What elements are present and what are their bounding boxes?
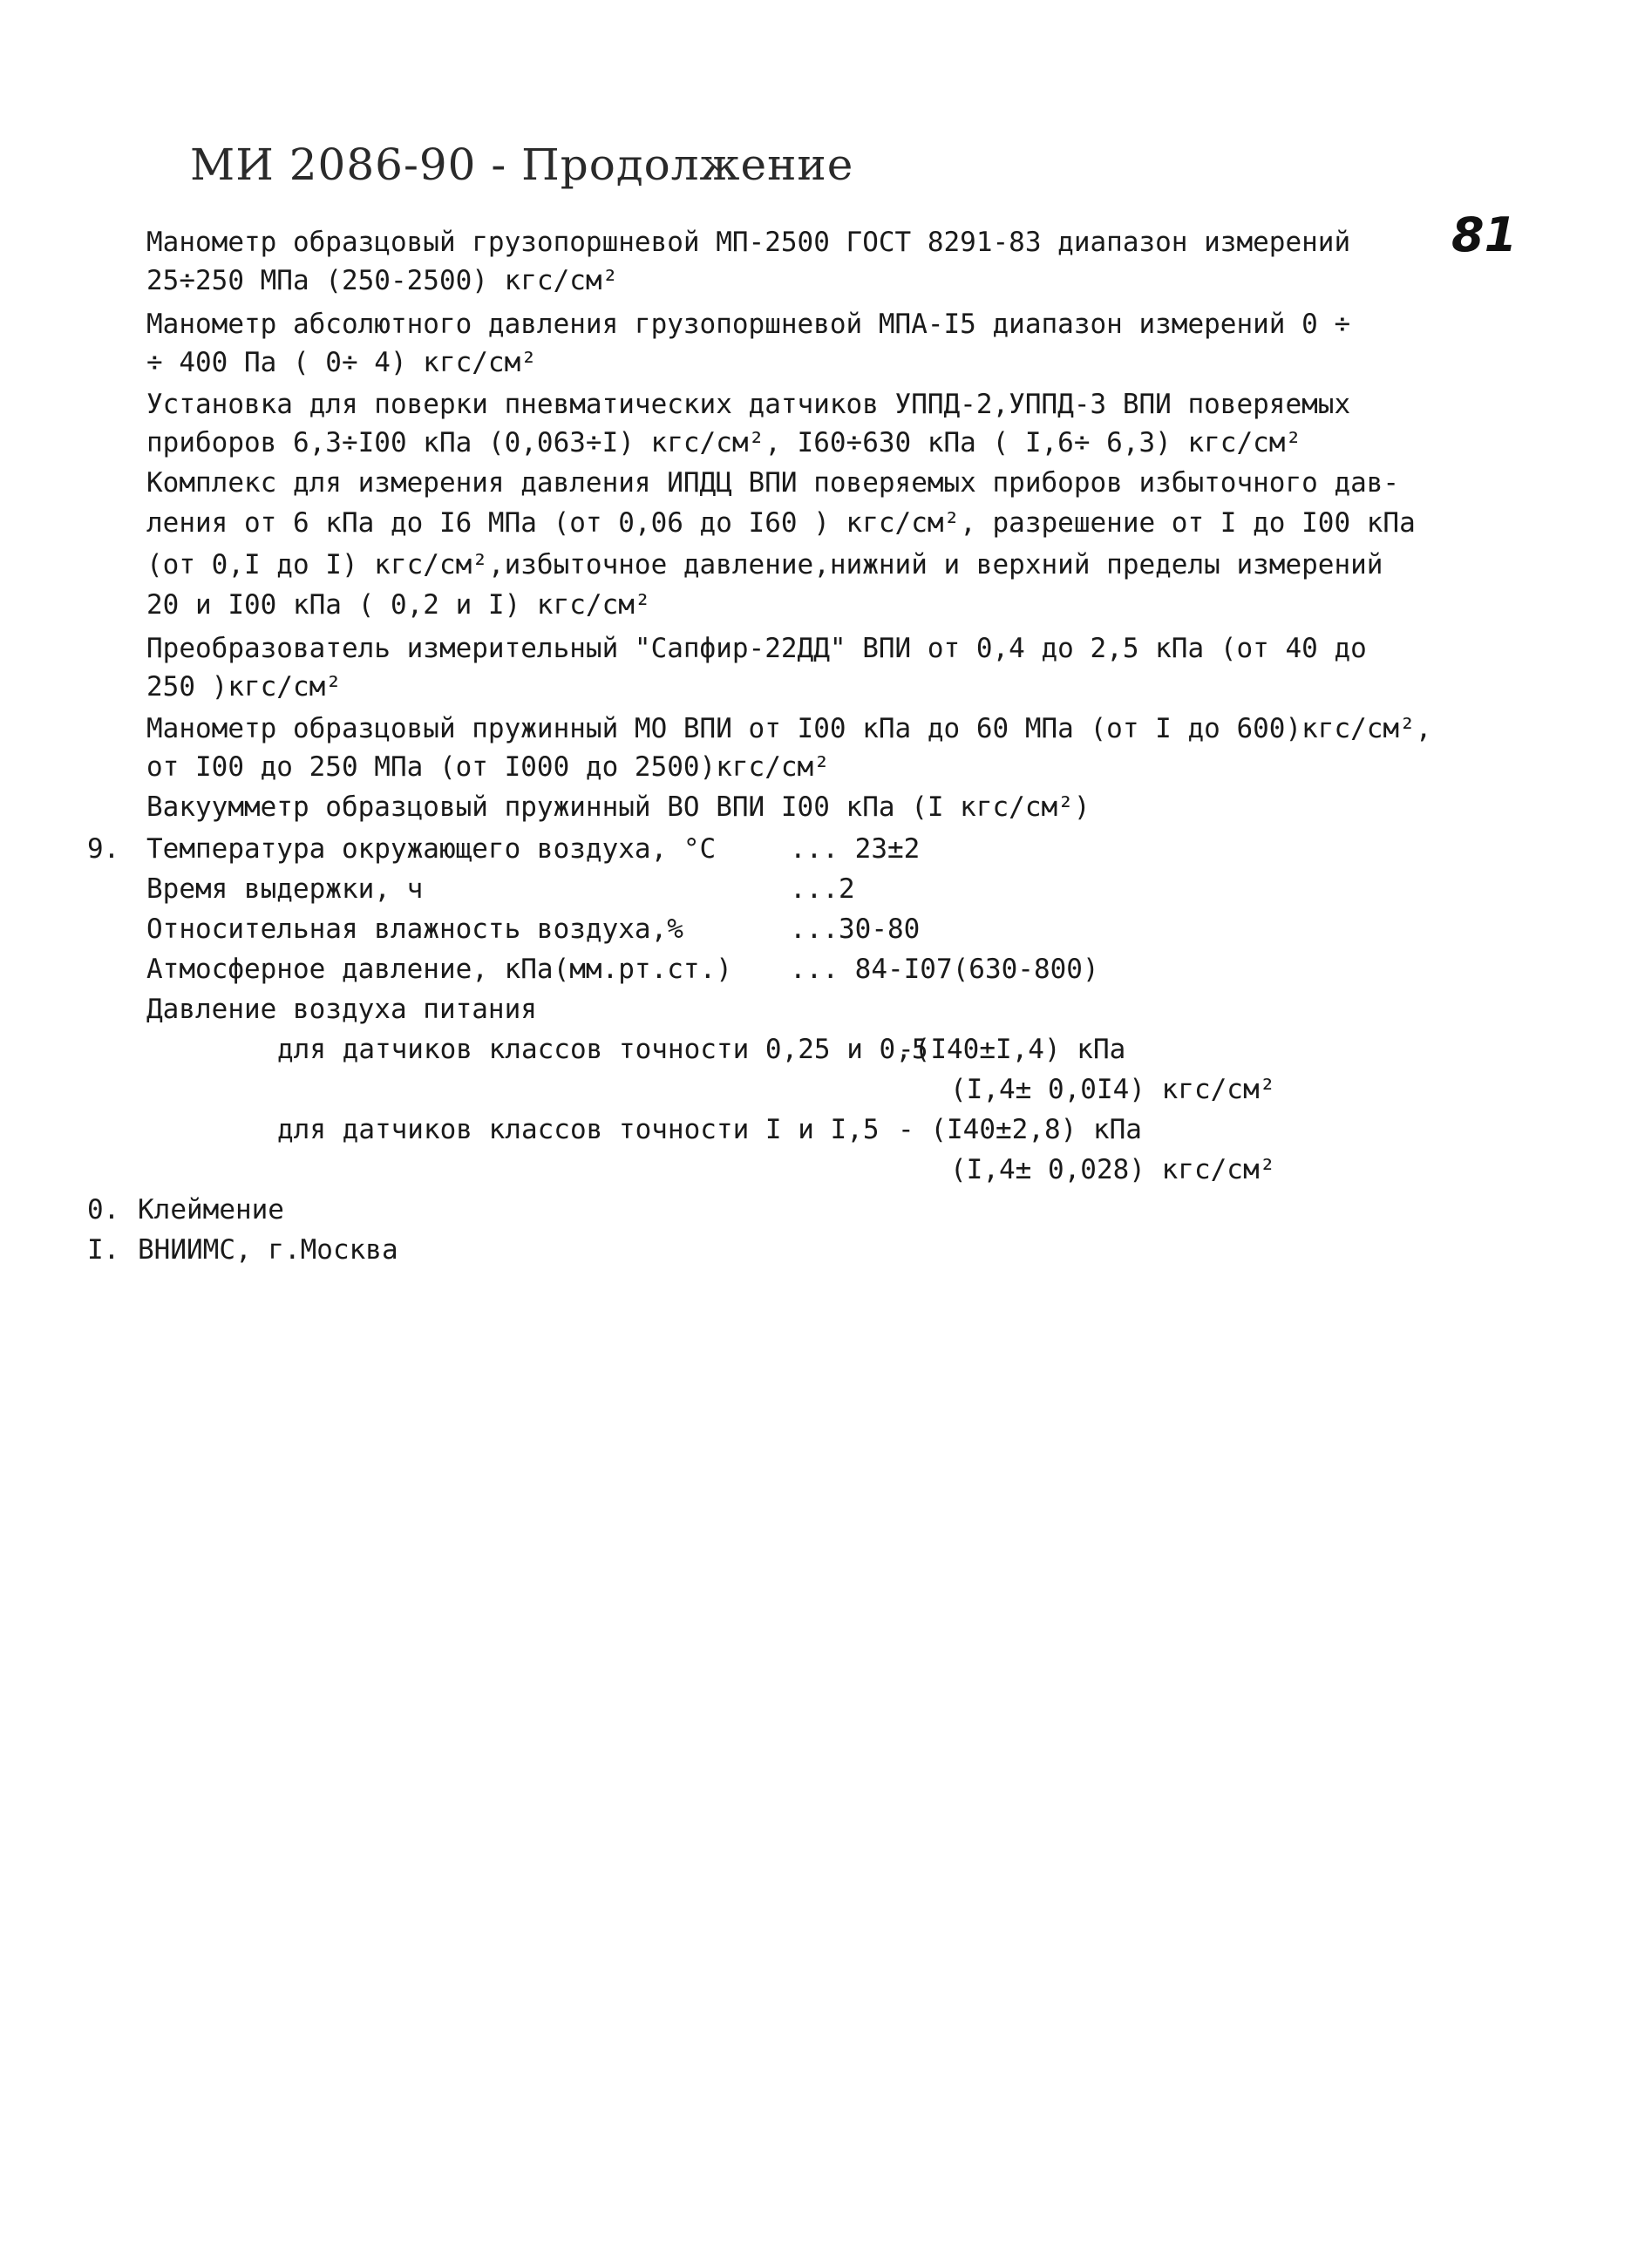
temperature-label: Температура окружающего воздуха, °С — [146, 833, 717, 865]
atm-pressure-value: ... 84-I07(630-800) — [790, 954, 1099, 985]
equipment-line: Вакуумметр образцовый пружинный ВО ВПИ I00 кПа (I кгс/см²) — [146, 791, 1091, 823]
equipment-line: 25÷250 МПа (250-2500) кгс/см² — [146, 265, 619, 296]
supply-2-value-kgf: (I,4± 0,028) кгс/см² — [950, 1154, 1276, 1185]
atm-pressure-label: Атмосферное давление, кПа(мм.рт.ст.) — [146, 954, 732, 985]
equipment-line: Комплекс для измерения давления ИПДЦ ВПИ поверяемых приборов избыточного дав- — [146, 467, 1400, 499]
section-11-number: I. — [87, 1234, 120, 1266]
section-9-number: 9. — [87, 833, 120, 865]
equipment-line: Манометр образцовый пружинный МО ВПИ от I00 кПа до 60 МПа (от I до 600)кгс/см², — [146, 713, 1432, 744]
equipment-line: от I00 до 250 МПа (от I000 до 2500)кгс/см² — [146, 751, 830, 783]
equipment-line: Манометр образцовый грузопоршневой МП-2500 ГОСТ 8291-83 диапазон измерений — [146, 227, 1351, 258]
equipment-line: Установка для поверки пневматических датчиков УППД-2,УППД-3 ВПИ поверяемых — [146, 389, 1351, 420]
supply-1-label: для датчиков классов точности 0,25 и 0,5 — [277, 1034, 928, 1065]
supply-2-value: - (I40±2,8) кПа — [898, 1114, 1142, 1145]
hold-time-value: ...2 — [790, 873, 855, 905]
supply-1-value: -(I40±I,4) кПа — [898, 1034, 1126, 1065]
equipment-line: ления от 6 кПа до I6 МПа (от 0,06 до I60 ) кгс/см², разрешение от I до I00 кПа — [146, 507, 1416, 539]
hold-time-label: Время выдержки, ч — [146, 873, 424, 905]
equipment-line: 20 и I00 кПа ( 0,2 и I) кгс/см² — [146, 589, 651, 621]
supply-2-label: для датчиков классов точности I и I,5 — [277, 1114, 880, 1145]
equipment-line: 250 )кгс/см² — [146, 671, 342, 703]
document-header: МИ 2086-90 - Продолжение — [190, 139, 854, 190]
section-10-number: 0. — [87, 1194, 120, 1226]
equipment-line: (от 0,I до I) кгс/см²,избыточное давление,нижний и верхний пределы измерений — [146, 549, 1383, 581]
equipment-line: приборов 6,3÷I00 кПа (0,063÷I) кгс/см², I60÷630 кПа ( I,6÷ 6,3) кгс/см² — [146, 427, 1302, 458]
equipment-line: Преобразователь измерительный "Сапфир-22ДД" ВПИ от 0,4 до 2,5 кПа (от 40 до — [146, 633, 1367, 664]
page-number: 81 — [1451, 207, 1518, 262]
supply-1-value-kgf: (I,4± 0,0I4) кгс/см² — [950, 1074, 1276, 1105]
temperature-value: ... 23±2 — [790, 833, 921, 865]
equipment-line: ÷ 400 Па ( 0÷ 4) кгс/см² — [146, 347, 537, 378]
humidity-value: ...30-80 — [790, 913, 921, 945]
developer-text: ВНИИМС, г.Москва — [138, 1234, 398, 1266]
humidity-label: Относительная влажность воздуха,% — [146, 913, 683, 945]
marking-text: Клеймение — [138, 1194, 284, 1226]
supply-pressure-title: Давление воздуха питания — [146, 994, 537, 1025]
equipment-line: Манометр абсолютного давления грузопоршневой МПА-I5 диапазон измерений 0 ÷ — [146, 309, 1351, 340]
